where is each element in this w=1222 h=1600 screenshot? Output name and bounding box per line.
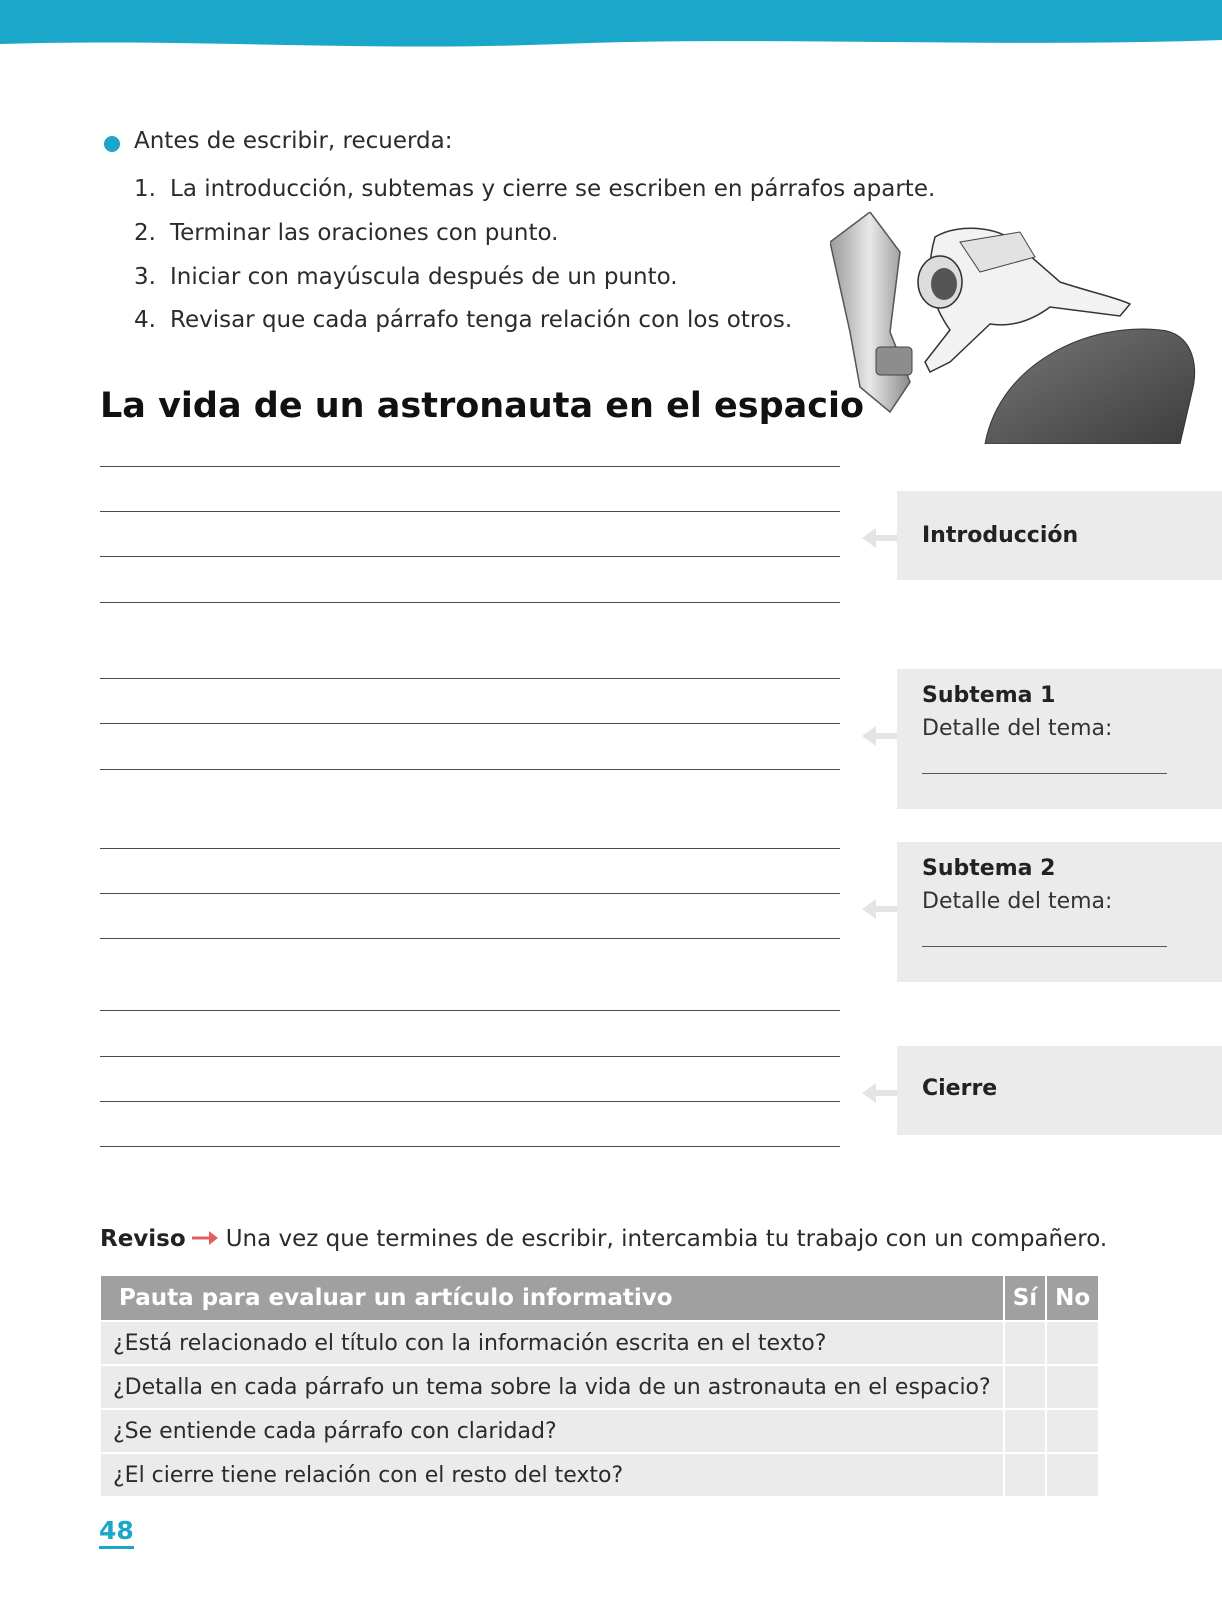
yes-cell[interactable] <box>1005 1454 1045 1496</box>
subtopic-1-blank[interactable] <box>922 773 1167 774</box>
arrow-left-icon <box>862 526 898 550</box>
subtopic-1-detail: Detalle del tema: <box>922 716 1113 741</box>
subtopic-2-box <box>897 842 1222 982</box>
astronaut-illustration <box>830 212 1200 444</box>
writing-line[interactable] <box>100 1146 840 1147</box>
writing-line[interactable] <box>100 938 840 939</box>
yes-column-header: Sí <box>1005 1276 1045 1320</box>
yes-cell[interactable] <box>1005 1322 1045 1364</box>
list-item: 3. Iniciar con mayúscula después de un punto. <box>134 264 678 290</box>
intro-label: Introducción <box>922 523 1079 548</box>
subtopic-1-box <box>897 669 1222 809</box>
writing-line[interactable] <box>100 893 840 894</box>
bullet-icon <box>104 136 120 152</box>
criterion-text: ¿Se entiende cada párrafo con claridad? <box>101 1410 1003 1452</box>
writing-line[interactable] <box>100 848 840 849</box>
closing-box <box>897 1046 1222 1135</box>
no-cell[interactable] <box>1047 1410 1098 1452</box>
arrow-right-icon <box>192 1231 218 1245</box>
subtopic-1-label: Subtema 1 <box>922 683 1056 708</box>
page-title: La vida de un astronauta en el espacio <box>100 386 865 426</box>
no-cell[interactable] <box>1047 1366 1098 1408</box>
reminder-lead: Antes de escribir, recuerda: <box>134 128 453 154</box>
writing-line[interactable] <box>100 1101 840 1102</box>
criterion-text: ¿El cierre tiene relación con el resto del texto? <box>101 1454 1003 1496</box>
review-text: Una vez que termines de escribir, intercambia tu trabajo con un compañero. <box>225 1226 1108 1252</box>
subtopic-2-detail: Detalle del tema: <box>922 889 1113 914</box>
yes-cell[interactable] <box>1005 1366 1045 1408</box>
review-label: Reviso <box>100 1226 186 1252</box>
writing-line[interactable] <box>100 511 840 512</box>
review-instruction <box>100 1226 1107 1252</box>
table-row <box>101 1410 1098 1452</box>
list-item: 1. La introducción, subtemas y cierre se escriben en párrafos aparte. <box>134 176 936 202</box>
arrow-left-icon <box>862 724 898 748</box>
table-header: Pauta para evaluar un artículo informativo <box>101 1276 1003 1320</box>
writing-line[interactable] <box>100 556 840 557</box>
closing-label: Cierre <box>922 1076 998 1101</box>
list-item: 4. Revisar que cada párrafo tenga relación con los otros. <box>134 307 793 333</box>
arrow-left-icon <box>862 897 898 921</box>
criterion-text: ¿Detalla en cada párrafo un tema sobre la vida de un astronauta en el espacio? <box>101 1366 1003 1408</box>
writing-line[interactable] <box>100 1010 840 1011</box>
subtopic-2-blank[interactable] <box>922 946 1167 947</box>
no-cell[interactable] <box>1047 1454 1098 1496</box>
no-cell[interactable] <box>1047 1322 1098 1364</box>
no-column-header: No <box>1047 1276 1098 1320</box>
table-row <box>101 1366 1098 1408</box>
list-item: 2. Terminar las oraciones con punto. <box>134 220 559 246</box>
writing-line[interactable] <box>100 1056 840 1057</box>
table-header-row <box>101 1276 1098 1320</box>
intro-box <box>897 491 1222 580</box>
top-wave-banner <box>0 0 1222 60</box>
writing-line[interactable] <box>100 678 840 679</box>
table-row <box>101 1322 1098 1364</box>
writing-line[interactable] <box>100 723 840 724</box>
arrow-left-icon <box>862 1081 898 1105</box>
writing-line[interactable] <box>100 602 840 603</box>
subtopic-2-label: Subtema 2 <box>922 856 1056 881</box>
yes-cell[interactable] <box>1005 1410 1045 1452</box>
page-number: 48 <box>99 1516 134 1549</box>
criterion-text: ¿Está relacionado el título con la información escrita en el texto? <box>101 1322 1003 1364</box>
writing-line[interactable] <box>100 466 840 467</box>
table-row <box>101 1454 1098 1496</box>
evaluation-table <box>99 1274 1100 1498</box>
writing-line[interactable] <box>100 769 840 770</box>
